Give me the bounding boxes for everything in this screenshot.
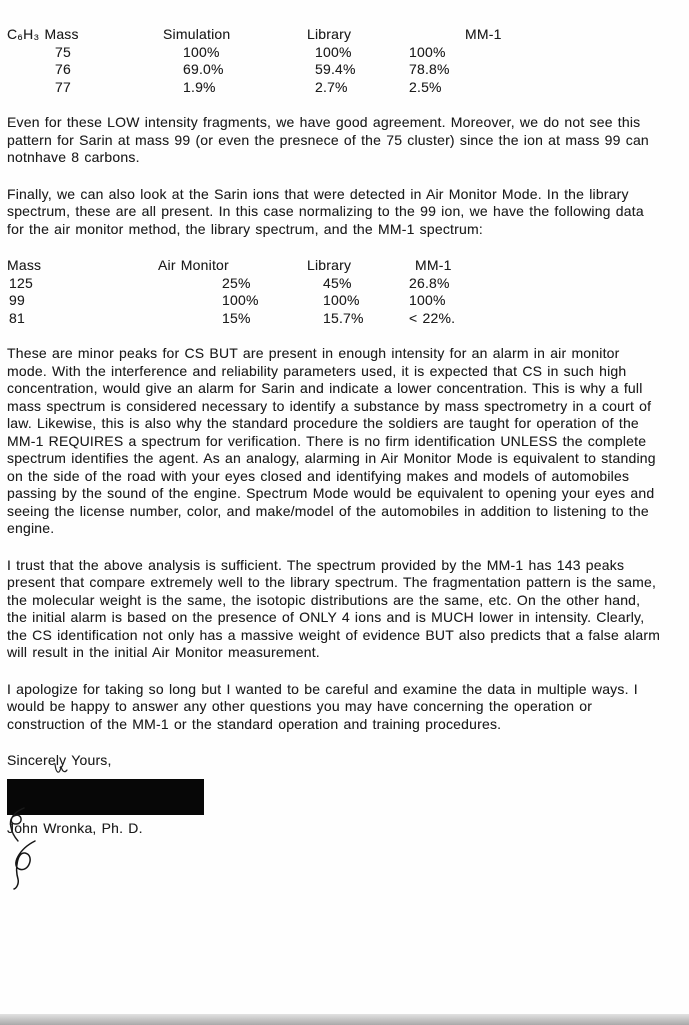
cell-mm1: 26.8% bbox=[409, 274, 450, 291]
table-row bbox=[7, 79, 663, 97]
column-header-mm1: MM-1 bbox=[465, 26, 502, 42]
cell-library: 45% bbox=[323, 274, 352, 291]
signature-name-line bbox=[7, 820, 267, 838]
cell-mm1: 2.5% bbox=[409, 78, 442, 95]
cell-library: 2.7% bbox=[315, 78, 348, 95]
closing-line bbox=[7, 752, 112, 770]
table-header-row bbox=[7, 26, 663, 44]
cell-library: 59.4% bbox=[315, 61, 356, 77]
paragraph-analysis-summary: I trust that the above analysis is sufficient. The spectrum provided by the MM-1 has 143 peaks present that compare extremely well to the library spectrum. The fragmentation pattern is the same, the molecular weight is the same, the isotopic distributions are the same, etc. On the other hand, the initial alarm is based on the presence of ONLY 4 ions and is MUCH lower in intensity. Clearly, the CS identification not only has a massive weight of evidence BUT also predicts that a false alarm will result in the initial Air Monitor measurement. bbox=[7, 556, 661, 660]
cell-simulation: 1.9% bbox=[183, 78, 216, 95]
cell-mass: 75 bbox=[55, 43, 71, 60]
handwritten-caret-squiggle bbox=[53, 762, 69, 777]
cell-mass: 125 bbox=[9, 274, 33, 291]
closing-block bbox=[7, 752, 663, 891]
cell-mass: 81 bbox=[9, 309, 25, 326]
closing-text: Sincerely Yours, bbox=[7, 752, 112, 768]
table-row bbox=[7, 61, 663, 79]
cell-mass: 76 bbox=[55, 61, 71, 77]
cell-mm1: < 22%. bbox=[409, 309, 456, 326]
table-header-row bbox=[7, 257, 663, 275]
fragment-intensity-table bbox=[7, 26, 663, 96]
table-row bbox=[7, 292, 663, 310]
cell-air-monitor: 15% bbox=[222, 309, 251, 326]
column-header-simulation: Simulation bbox=[163, 26, 231, 42]
paragraph-sarin-ions-intro: Finally, we can also look at the Sarin ions that were detected in Air Monitor Mode. In the library spectrum, these are all present. In this case normalizing to the 99 ion, we have the following data for the air monitor method, the library spectrum, and the MM-1 spectrum: bbox=[7, 185, 644, 237]
column-header-mm1: MM-1 bbox=[415, 257, 452, 273]
paragraph-low-intensity-agreement: Even for these LOW intensity fragments, we have good agreement. Moreover, we do not see this pattern for Sarin at mass 99 (or even the presnece of the 75 cluster) since the ion at mass 99 can notnhave 8 carbons. bbox=[7, 114, 649, 165]
paragraph-cs-minor-peaks: These are minor peaks for CS BUT are present in enough intensity for an alarm in air monitor mode. With the interference and reliability parameters used, it is expected that CS in such high concentration, would give an alarm for Sarin and indicate a lower concentration. This is why a full mass spectrum is considered necessary to identify a substance by mass spectrometry in a court of law. Likewise, this is also why the standard procedure the soldiers are taught for operation of the MM-1 REQUIRES a spectrum for verification. There is no firm identification UNLESS the complete spectrum identifies the agent. As an analogy, alarming in Air Monitor Mode is equivalent to standing on the side of the road with your eyes closed and identifying makes and models of automobiles passing by the sound of the engine. Spectrum Mode would be equivalent to opening your eyes and seeing the license number, color, and make/model of the automobiles in addition to listening to the engine. bbox=[7, 345, 656, 536]
scanner-edge-shadow bbox=[0, 1014, 689, 1025]
table-row bbox=[7, 44, 663, 62]
cell-mass: 77 bbox=[55, 78, 71, 95]
column-header-library: Library bbox=[307, 257, 352, 273]
pen-flourish bbox=[9, 839, 49, 891]
cell-library: 100% bbox=[323, 292, 360, 308]
cell-library: 100% bbox=[315, 43, 352, 60]
signature-name: John Wronka, Ph. D. bbox=[7, 819, 143, 836]
air-monitor-comparison-table bbox=[7, 257, 663, 327]
cell-air-monitor: 100% bbox=[222, 292, 259, 308]
column-header-air-monitor: Air Monitor bbox=[158, 257, 229, 273]
table-row bbox=[7, 310, 663, 328]
redacted-signature-block bbox=[7, 779, 204, 815]
column-header-library: Library bbox=[307, 26, 352, 42]
cell-mm1: 100% bbox=[409, 43, 446, 60]
cell-simulation: 69.0% bbox=[183, 61, 224, 77]
cell-air-monitor: 25% bbox=[222, 274, 251, 291]
paragraph-apology: I apologize for taking so long but I wanted to be careful and examine the data in multiple ways. I would be happy to answer any other questions you may have concerning the operation or construction of the MM-1 or the standard operation and training procedures. bbox=[7, 680, 638, 732]
cell-simulation: 100% bbox=[183, 43, 220, 60]
cell-mm1: 100% bbox=[409, 292, 446, 308]
column-header-mass: Mass bbox=[7, 257, 42, 273]
table-row bbox=[7, 275, 663, 293]
cell-mass: 99 bbox=[9, 292, 25, 308]
cell-library: 15.7% bbox=[323, 309, 364, 326]
column-header-mass: C₆H₃ Mass bbox=[7, 26, 79, 42]
cell-mm1: 78.8% bbox=[409, 61, 450, 77]
